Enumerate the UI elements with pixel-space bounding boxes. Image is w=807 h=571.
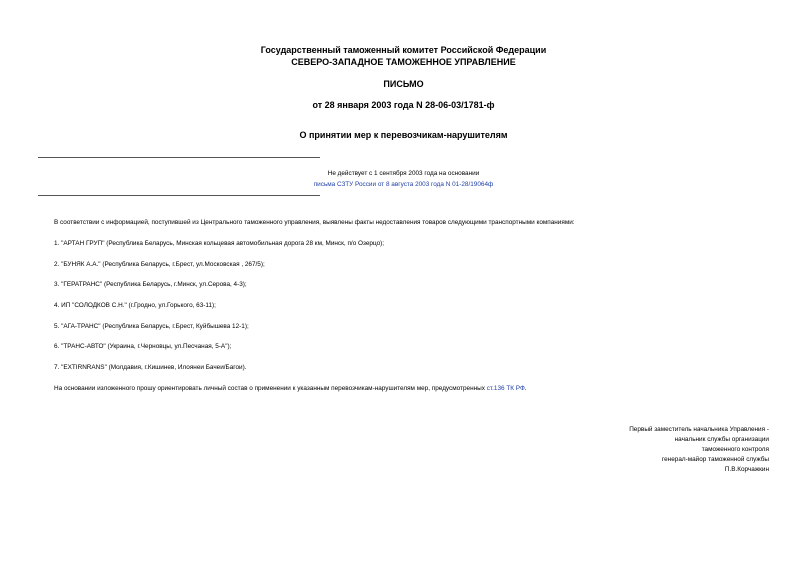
status-link[interactable]: письма СЗТУ России от 8 августа 2003 года N 01-28/19064ф <box>313 181 494 188</box>
code-article-link[interactable]: ст.136 ТК РФ <box>486 385 525 392</box>
issuer-line-1: Государственный таможенный комитет Российской Федерации <box>260 45 547 55</box>
closing-end: . <box>524 385 527 392</box>
document-subject: О принятии мер к перевозчикам-нарушителям <box>299 130 508 140</box>
list-item-5: 5. "АГА-ТРАНС" (Республика Беларусь, г.Брест, Куйбышева 12-1); <box>54 323 249 330</box>
closing-text: На основании изложенного прошу ориентировать личный состав о применении к указанным перевозчикам-нарушителям мер, предусмотренных <box>54 385 487 392</box>
signatory-position-1: Первый заместитель начальника Управления - <box>629 426 769 433</box>
closing-paragraph <box>54 385 527 392</box>
list-item-2: 2. "БУНЯК А.А." (Республика Беларусь, г.Брест, ул.Московская , 267/5); <box>54 261 265 268</box>
status-text: Не действует с 1 сентября 2003 года на основании <box>327 170 480 177</box>
list-item-4: 4. ИП "СОЛОДКОВ С.Н." (г.Гродно, ул.Горького, 63-11); <box>54 302 216 309</box>
intro-paragraph: В соответствии с информацией, поступившей из Центрального таможенного управления, выявлены факты недоставления товаров следующими транспортными компаниями: <box>54 219 575 226</box>
list-item-1: 1. "АРТАН ГРУП" (Республика Беларусь, Минская кольцевая автомобильная дорога 28 км, Минск, п/о Озерцо); <box>54 240 385 247</box>
signatory-name: П.В.Корчажкин <box>724 466 769 473</box>
document-date-number: от 28 января 2003 года N 28-06-03/1781-ф <box>312 100 495 110</box>
signatory-position-2: начальник службы организации <box>674 436 769 443</box>
document-type: ПИСЬМО <box>383 79 424 89</box>
divider-bottom <box>38 195 320 196</box>
list-item-3: 3. "ГЕРАТРАНС" (Республика Беларусь, г.Минск, ул.Серова, 4-3); <box>54 281 247 288</box>
divider-top <box>38 157 320 158</box>
issuer-line-2: СЕВЕРО-ЗАПАДНОЕ ТАМОЖЕННОЕ УПРАВЛЕНИЕ <box>291 57 516 67</box>
list-item-7: 7. "EXTIRNRANS" (Молдавия, г.Кишинев, Илоянеи Бачеи/Багои). <box>54 364 247 371</box>
list-item-6: 6. "ТРАНС-АВТО" (Украина, г.Черновцы, ул.Песчаная, 5-А"); <box>54 343 232 350</box>
signatory-rank: генерал-майор таможенной службы <box>661 456 769 463</box>
signatory-position-3: таможенного контроля <box>701 446 769 453</box>
